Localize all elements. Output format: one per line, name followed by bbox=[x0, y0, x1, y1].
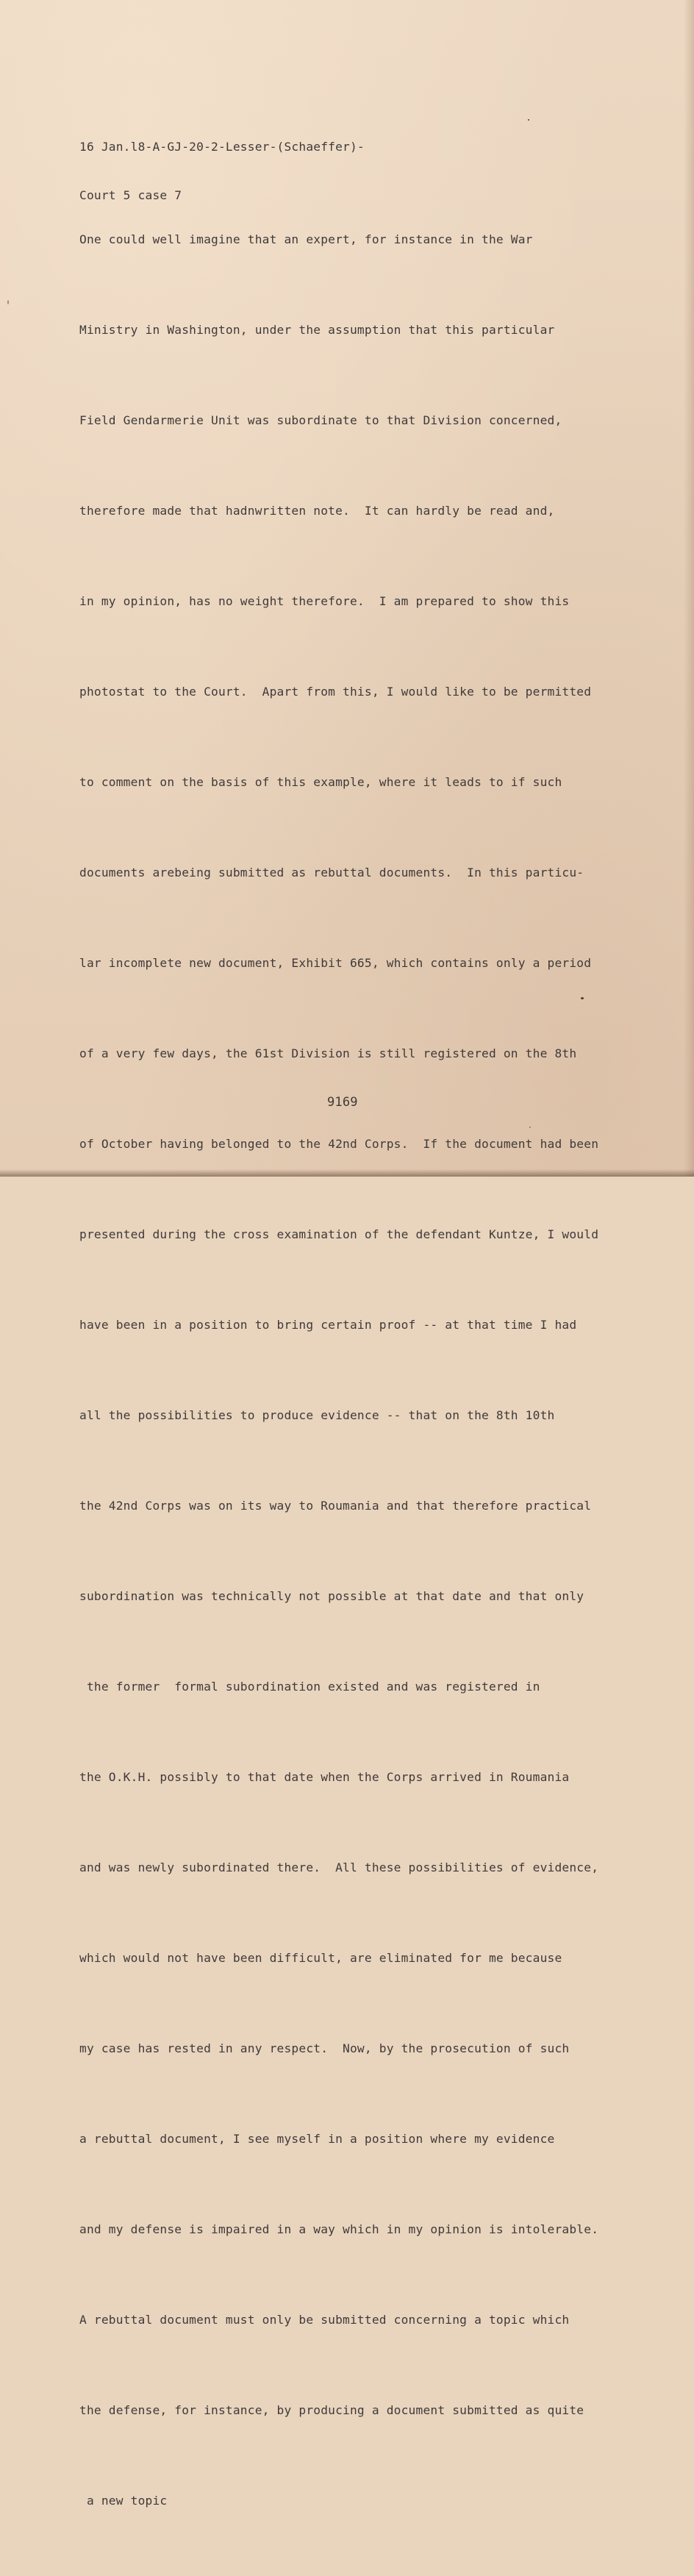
body-line: subordination was technically not possible at that date and that only bbox=[79, 1589, 584, 1603]
header-line-2: Court 5 case 7 bbox=[79, 188, 182, 202]
body-line: Ministry in Washington, under the assumption that this particular bbox=[79, 323, 555, 337]
body-line: therefore made that hadnwritten note. It can hardly be read and, bbox=[79, 504, 555, 518]
body-line: have been in a position to bring certain proof -- at that time I had bbox=[79, 1318, 577, 1332]
body-line: lar incomplete new document, Exhibit 665, which contains only a period bbox=[79, 956, 592, 970]
body-line: of a very few days, the 61st Division is still registered on the 8th bbox=[79, 1046, 577, 1060]
body-line: and was newly subordinated there. All these possibilities of evidence, bbox=[79, 1860, 599, 1874]
body-line: the defense, for instance, by producing a document submitted as quite bbox=[79, 2403, 584, 2417]
body-line: the former formal subordination existed and was registered in bbox=[79, 1680, 540, 1694]
body-line: in my opinion, has no weight therefore. I am prepared to show this bbox=[79, 594, 570, 608]
body-line: One could well imagine that an expert, for instance in the War bbox=[79, 232, 533, 246]
body-line: and my defense is impaired in a way which in my opinion is intolerable. bbox=[79, 2222, 599, 2236]
body-line: the O.K.H. possibly to that date when the Corps arrived in Roumania bbox=[79, 1770, 570, 1784]
body-line: which would not have been difficult, are eliminated for me because bbox=[79, 1951, 562, 1965]
paper-speck bbox=[581, 997, 584, 999]
body-line: the 42nd Corps was on its way to Roumania and that therefore practical bbox=[79, 1499, 592, 1513]
body-line: a new topic bbox=[79, 2494, 168, 2508]
body-line: my case has rested in any respect. Now, by the prosecution of such bbox=[79, 2041, 570, 2055]
body-line: a rebuttal document, I see myself in a position where my evidence bbox=[79, 2132, 555, 2146]
body-line: presented during the cross examination of the defendant Kuntze, I would bbox=[79, 1227, 599, 1241]
header-line-1: 16 Jan.l8-A-GJ-20-2-Lesser-(Schaeffer)- bbox=[79, 140, 365, 154]
body-line: documents arebeing submitted as rebuttal documents. In this particu- bbox=[79, 866, 584, 880]
document-body bbox=[79, 164, 598, 2576]
page-edge-shadow-right bbox=[684, 0, 694, 1177]
paper-speck bbox=[528, 119, 529, 121]
body-line: all the possibilities to produce evidence -- that on the 8th 10th bbox=[79, 1408, 555, 1422]
paper-speck bbox=[7, 300, 9, 304]
body-line: of October having belonged to the 42nd Corps. If the document had been bbox=[79, 1137, 599, 1151]
page-number: 9169 bbox=[327, 1095, 358, 1110]
body-line: to comment on the basis of this example, where it leads to if such bbox=[79, 775, 562, 789]
paper-speck bbox=[529, 1127, 531, 1128]
body-line: photostat to the Court. Apart from this, I would like to be permitted bbox=[79, 685, 592, 699]
body-line: Field Gendarmerie Unit was subordinate to that Division concerned, bbox=[79, 413, 562, 427]
body-line: A rebuttal document must only be submitted concerning a topic which bbox=[79, 2313, 570, 2327]
